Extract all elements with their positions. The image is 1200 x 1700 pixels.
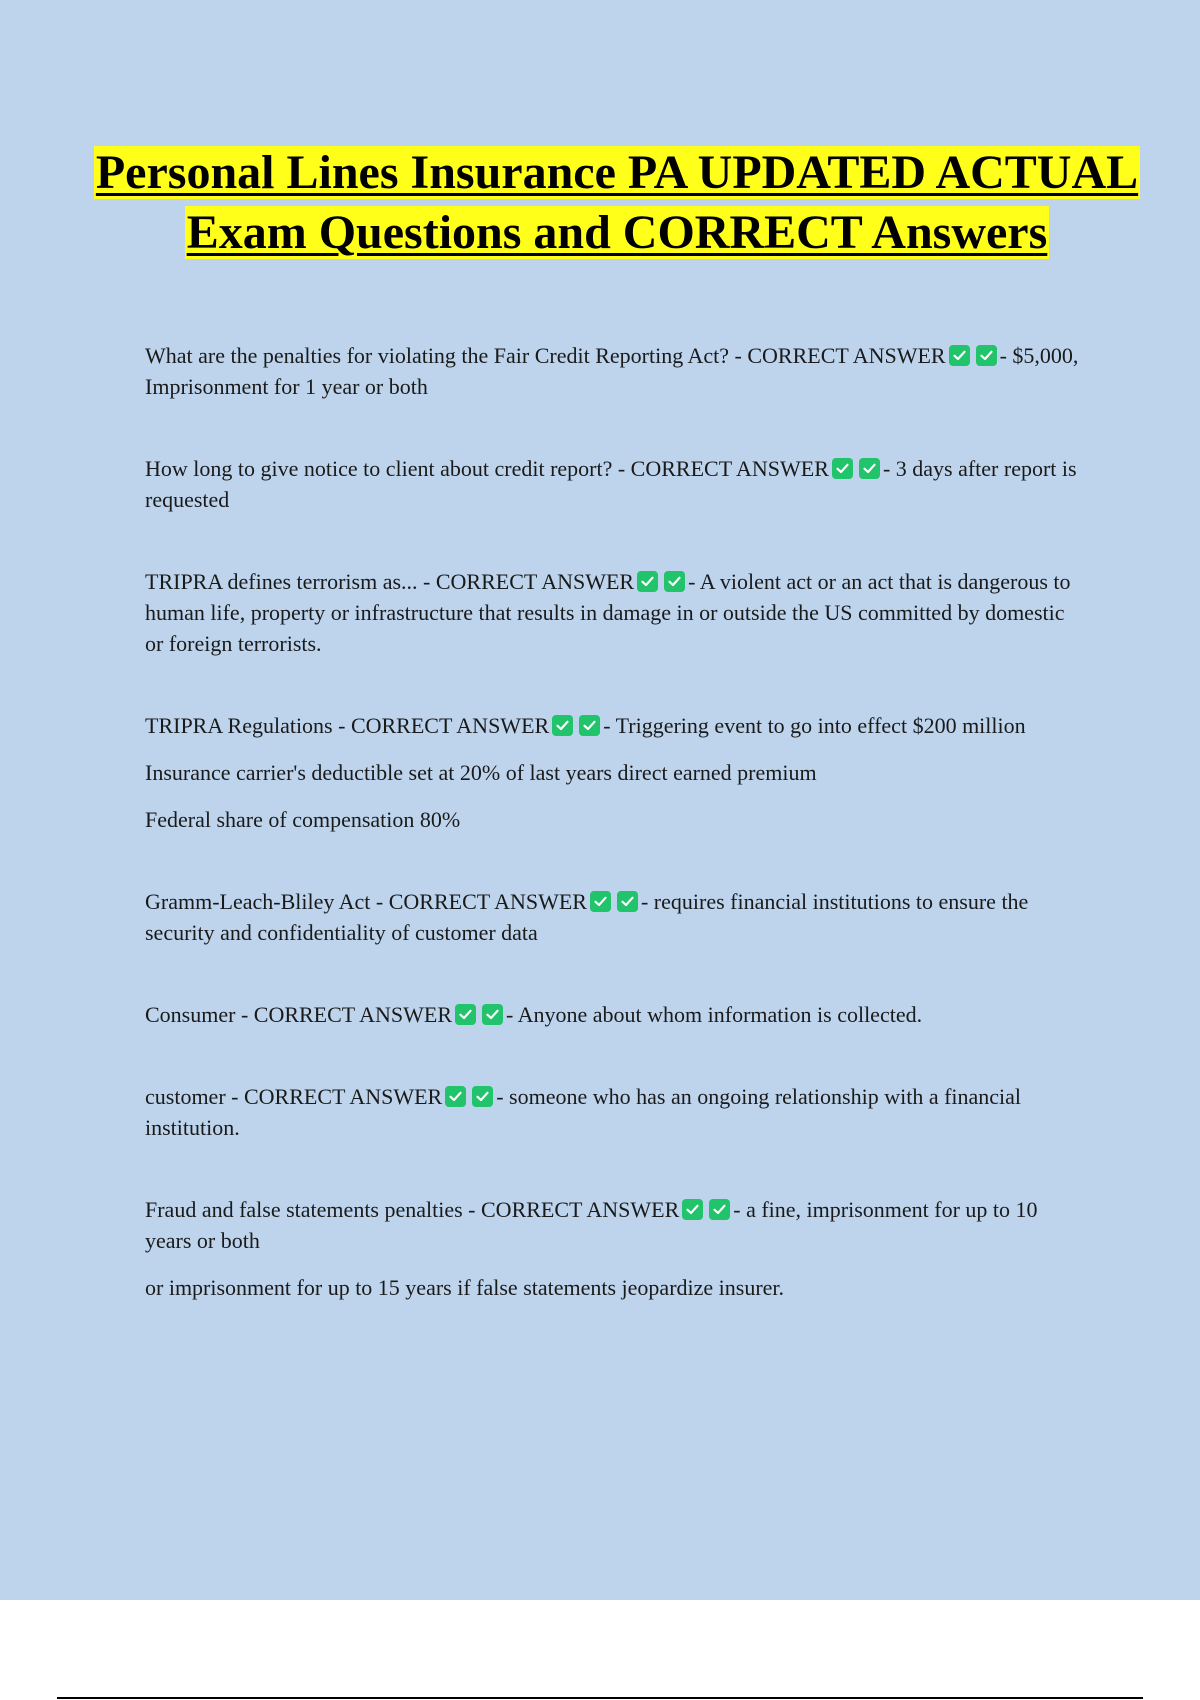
answer-continuation: or imprisonment for up to 15 years if false statements jeopardize insurer. (145, 1275, 785, 1300)
check-mark-icon (949, 345, 970, 366)
qa-item (145, 886, 1085, 948)
qa-main-paragraph (145, 886, 1085, 948)
answer-text: - Anyone about whom information is collected. (506, 1002, 923, 1027)
question-text: Gramm-Leach-Bliley Act - CORRECT ANSWER (145, 889, 587, 914)
answer-text: - requires financial institutions to ensure the security and confidentiality of customer data (145, 889, 1029, 945)
title-block (60, 143, 1174, 263)
check-mark-icon (682, 1199, 703, 1220)
answer-continuation: Federal share of compensation 80% (145, 807, 461, 832)
qa-main-paragraph (145, 1081, 1085, 1143)
answer-text: - A violent act or an act that is dangerous to human life, property or infrastructure that results in damage in or outside the US committed by domestic or foreign terrorists. (145, 569, 1071, 656)
qa-item (145, 453, 1085, 515)
qa-item (145, 566, 1085, 659)
answer-text: - a fine, imprisonment for up to 10 years or both (145, 1197, 1038, 1253)
qa-main-paragraph (145, 340, 1085, 402)
check-mark-icon (472, 1086, 493, 1107)
qa-list (145, 340, 1085, 1354)
answer-text: - Triggering event to go into effect $200 million (603, 713, 1026, 738)
qa-main-paragraph (145, 566, 1085, 659)
qa-item (145, 710, 1085, 835)
qa-main-paragraph (145, 453, 1085, 515)
check-mark-icon (637, 571, 658, 592)
qa-main-paragraph (145, 710, 1085, 741)
qa-main-paragraph (145, 1194, 1085, 1256)
check-mark-icon (455, 1004, 476, 1025)
check-mark-icon (482, 1004, 503, 1025)
qa-item (145, 999, 1085, 1030)
answer-continuation: Insurance carrier's deductible set at 20% of last years direct earned premium (145, 760, 817, 785)
question-text: Fraud and false statements penalties - CORRECT ANSWER (145, 1197, 680, 1222)
check-mark-icon (552, 715, 573, 736)
check-mark-icon (832, 458, 853, 479)
answer-text: - 3 days after report is requested (145, 456, 1077, 512)
check-mark-icon (445, 1086, 466, 1107)
qa-item (145, 340, 1085, 402)
question-text: TRIPRA Regulations - CORRECT ANSWER (145, 713, 550, 738)
check-mark-icon (976, 345, 997, 366)
document-title: Personal Lines Insurance PA UPDATED ACTUAL Exam Questions and CORRECT Answers (95, 146, 1139, 259)
check-mark-icon (579, 715, 600, 736)
question-text: TRIPRA defines terrorism as... - CORRECT ANSWER (145, 569, 635, 594)
answer-text: - $5,000, Imprisonment for 1 year or both (145, 343, 1079, 399)
check-mark-icon (590, 891, 611, 912)
qa-item (145, 1081, 1085, 1143)
check-mark-icon (709, 1199, 730, 1220)
question-text: What are the penalties for violating the Fair Credit Reporting Act? - CORRECT ANSWER (145, 343, 946, 368)
qa-main-paragraph (145, 999, 1085, 1030)
question-text: Consumer - CORRECT ANSWER (145, 1002, 453, 1027)
qa-item (145, 1194, 1085, 1303)
check-mark-icon (617, 891, 638, 912)
check-mark-icon (859, 458, 880, 479)
answer-text: - someone who has an ongoing relationship with a financial institution. (145, 1084, 1022, 1140)
footer-divider (57, 1697, 1143, 1699)
question-text: How long to give notice to client about credit report? - CORRECT ANSWER (145, 456, 829, 481)
question-text: customer - CORRECT ANSWER (145, 1084, 443, 1109)
check-mark-icon (664, 571, 685, 592)
